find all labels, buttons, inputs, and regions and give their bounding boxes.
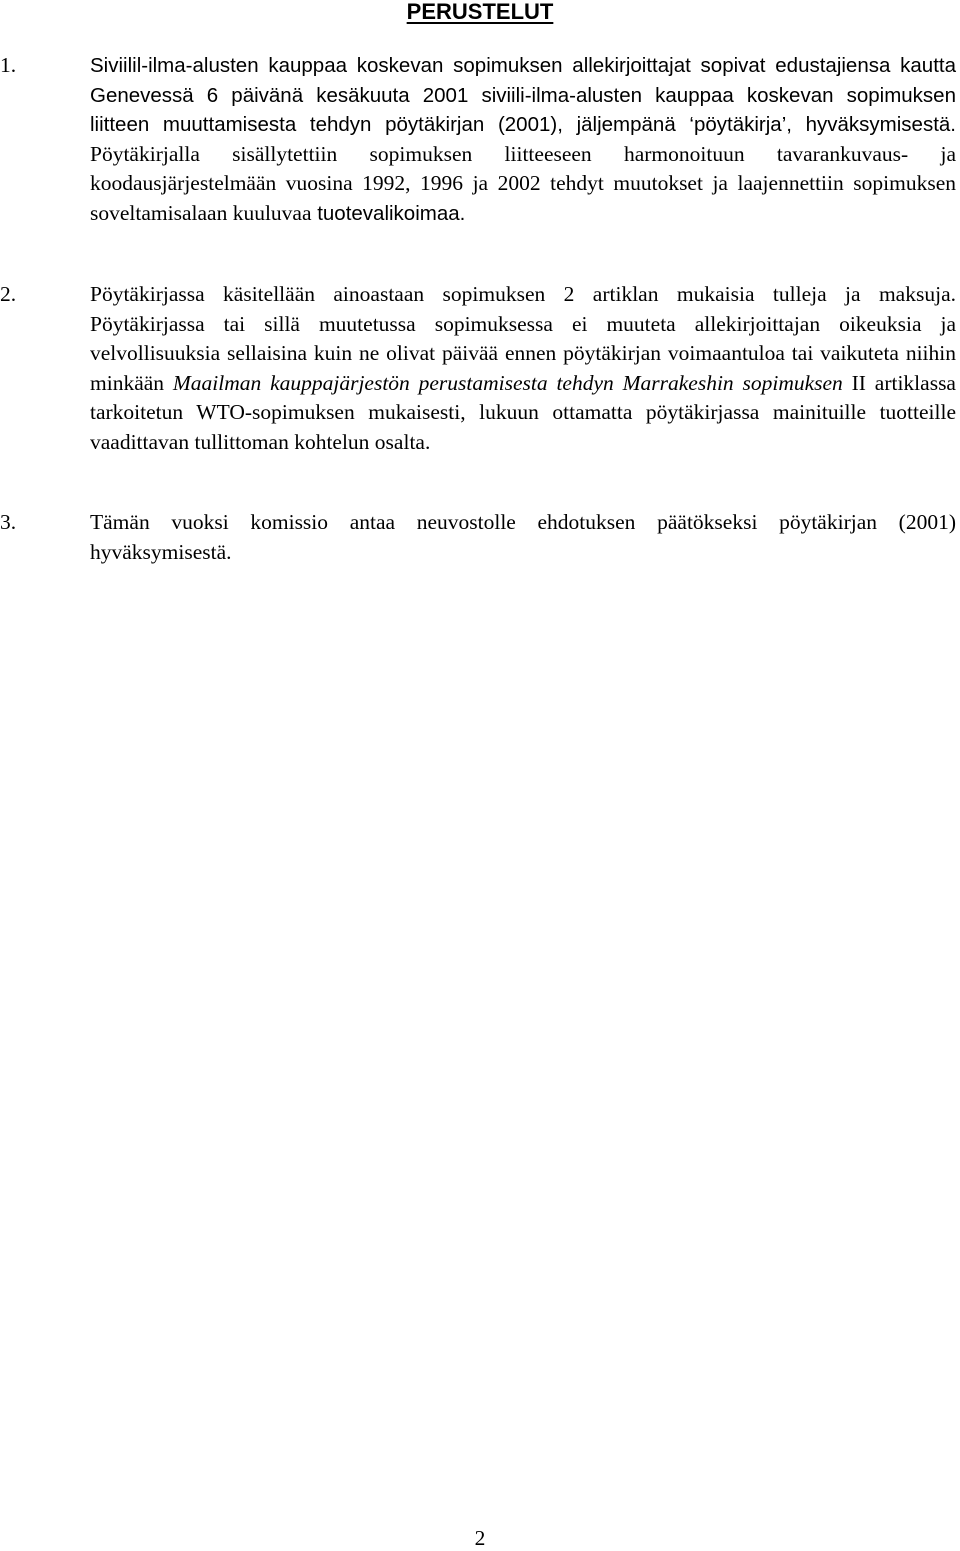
section-1-sans-text: Siviilil-ilma-alusten kauppaa koskevan sopimuksen allekirjoittajat sopivat edustajiensa kautta Genevessä 6 päivänä kesäkuuta 2001 siviili-ilma-alusten kauppaa koskevan sopimuksen liitteen muuttamisesta tehdyn pöytäkirjan (2001), jäljempänä ‘pöytäkirja’, hyväksymisestä. xyxy=(90,54,956,136)
section-number-1: 1. xyxy=(0,53,17,77)
title-text: PERUSTELUT xyxy=(406,0,554,24)
section-paragraph-3 xyxy=(90,508,956,567)
section-number-3: 3. xyxy=(0,510,17,534)
document-title xyxy=(0,0,960,24)
section-number-2: 2. xyxy=(0,282,17,306)
section-1-tail-text: tuotevalikoimaa. xyxy=(311,201,466,225)
section-2-text-before: Pöytäkirjassa käsitellään ainoastaan sopimuksen 2 artiklan mukaisia tulleja ja maksuja. Pöytäkirjassa tai sillä muutetussa sopimuksessa ei muuteta allekirjoittajan oikeuksia ja velvollisuuksia sellaisina kuin ne olivat päivää ennen pöytäkirjan voimaantuloa tai vaikuteta niihin minkään xyxy=(90,282,956,395)
section-paragraph-2 xyxy=(90,280,956,457)
section-paragraph-1 xyxy=(90,51,956,228)
section-2-text-after: II artiklassa tarkoitetun WTO-sopimuksen mukaisesti, lukuun ottamatta pöytäkirjassa mainituille tuotteille vaadittavan tullittoman kohtelun osalta. xyxy=(90,370,956,454)
section-1-serif-text: Pöytäkirjalla sisällytettiin sopimuksen liitteeseen harmonoituun tavarankuvaus- ja koodausjärjestelmään vuosina 1992, 1996 ja 2002 tehdyt muutokset ja laajennettiin sopimuksen soveltamisalaan kuuluvaa xyxy=(90,141,956,225)
page-number: 2 xyxy=(474,1526,486,1550)
section-2-italic-text: Maailman kauppajärjestön perustamisesta tehdyn Marrakeshin sopimuksen xyxy=(172,370,843,395)
section-3-text: Tämän vuoksi komissio antaa neuvostolle ehdotuksen päätökseksi pöytäkirjan (2001) hyväksymisestä. xyxy=(90,510,956,564)
